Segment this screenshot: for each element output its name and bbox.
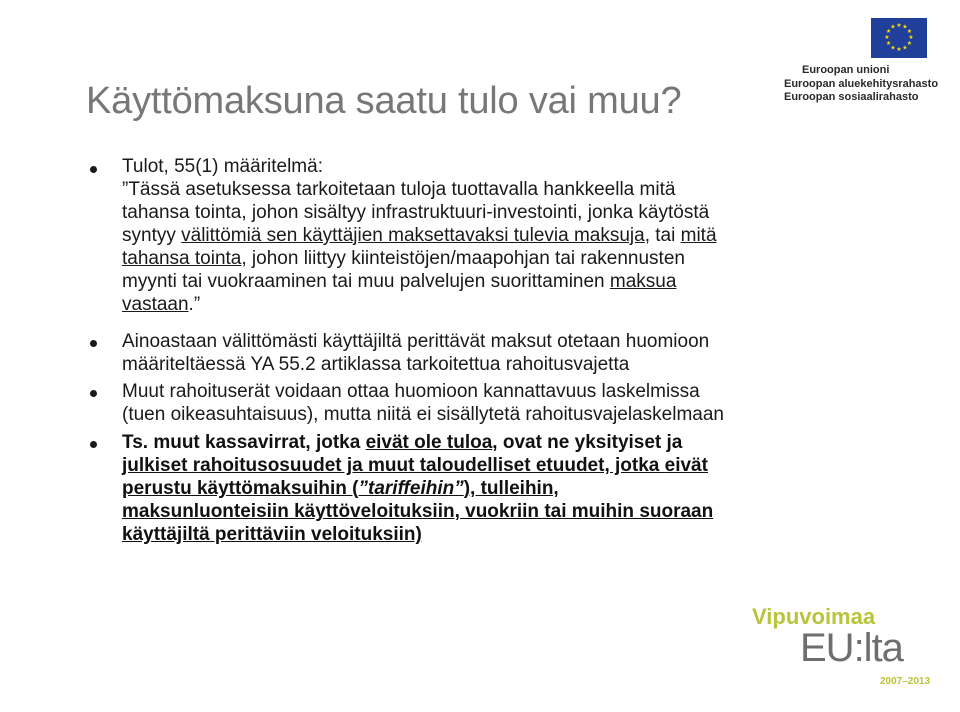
underlined-text: perustu käyttömaksuihin ( [122, 478, 359, 499]
text-line: Ainoastaan välittömästi käyttäjiltä perittävät maksut otetaan huomioon [122, 331, 710, 352]
svg-text:★: ★ [902, 23, 908, 31]
vipuvoimaa-logo [752, 604, 942, 690]
text-line [122, 270, 882, 293]
svg-text:★: ★ [890, 44, 896, 52]
bullet-text [122, 155, 882, 316]
quote-text: ”Tässä asetuksessa tarkoitetaan tuloja tuottavalla hankkeella mitä [122, 179, 676, 200]
eu-logo-line: Euroopan aluekehitysrahasto [784, 77, 939, 90]
svg-text:★: ★ [896, 46, 902, 53]
bullet-dot [90, 441, 97, 448]
vip-logo-years: 2007–2013 [880, 676, 931, 687]
italic-underlined-text: ”tariffeihin” [358, 478, 464, 499]
text-line [122, 178, 882, 201]
bullet-dot [90, 390, 97, 397]
text-line [122, 293, 882, 316]
bullet-dot [90, 340, 97, 347]
eu-logo-line: Euroopan unioni [802, 64, 890, 76]
underlined-text: tahansa tointa [122, 248, 242, 269]
text-line: Tulot, 55(1) määritelmä: [122, 156, 323, 177]
slide-title: Käyttömaksuna saatu tulo vai muu? [86, 80, 682, 122]
text-line [122, 224, 882, 247]
underlined-text: maksua [609, 271, 677, 292]
bullet-dot [90, 166, 97, 173]
svg-text:★: ★ [885, 40, 892, 47]
text-line: määriteltäessä YA 55.2 artiklassa tarkoitettua rahoitusvajetta [122, 354, 630, 375]
svg-text:★: ★ [906, 28, 913, 35]
underlined-text: julkiset rahoitusosuudet ja muut taloudelliset etuudet, jotka [122, 455, 665, 476]
vip-logo-title: Vipuvoimaa [752, 604, 876, 629]
quote-text: tahansa tointa, johon sisältyy infrastruktuuri-investointi, jonka käytöstä [122, 202, 710, 223]
underlined-text: maksunluonteisiin käyttöveloituksiin, vuokriin tai muihin suoraan [122, 501, 714, 522]
quote-text: syntyy [122, 225, 182, 246]
underlined-text: eivät [664, 455, 708, 476]
svg-text:★: ★ [906, 40, 913, 47]
bold-text: , ovat ne yksityiset ja [492, 432, 683, 453]
underlined-text: mitä [680, 225, 717, 246]
eu-logo-text [784, 64, 944, 105]
eu-logo-line: Euroopan sosiaalirahasto [784, 91, 919, 103]
svg-text:★: ★ [896, 22, 902, 29]
eu-flag-icon [871, 18, 927, 58]
underlined-text: käyttäjiltä perittäviin veloituksiin) [122, 524, 422, 545]
text-line [122, 201, 882, 224]
svg-text:★: ★ [884, 34, 890, 41]
bullet-text [122, 431, 882, 546]
text-line [122, 431, 882, 454]
svg-text:★: ★ [885, 28, 892, 35]
text-line [122, 247, 882, 270]
bullet-text [122, 380, 882, 426]
text-line [122, 477, 882, 500]
underlined-text: välittömiä sen käyttäjien maksettavaksi tulevia maksuja [181, 225, 645, 246]
quote-text: myynti tai vuokraaminen tai muu palvelujen suorittaminen [122, 271, 610, 292]
quote-text: , tai [644, 225, 681, 246]
text-line [122, 500, 882, 523]
text-line: Muut rahoituserät voidaan ottaa huomioon kannattavuus laskelmissa [122, 381, 700, 402]
svg-text:★: ★ [902, 44, 908, 52]
text-line [122, 523, 882, 546]
text-line: (tuen oikeasuhtaisuus), mutta niitä ei sisällytetä rahoitusvajelaskelmaan [122, 404, 724, 425]
underlined-text: ), tulleihin, [463, 478, 559, 499]
quote-text: , johon liittyy kiinteistöjen/maapohjan tai rakennusten [241, 248, 685, 269]
quote-text: .” [188, 294, 201, 315]
bold-text: Ts. muut kassavirrat, jotka [122, 432, 366, 453]
vip-logo-eu: EU:lta [800, 626, 903, 670]
svg-text:★: ★ [908, 34, 914, 41]
underlined-text: vastaan [122, 294, 189, 315]
text-line [122, 454, 882, 477]
bullet-text [122, 330, 882, 376]
svg-text:★: ★ [890, 23, 896, 31]
underlined-text: eivät ole tuloa [365, 432, 493, 453]
